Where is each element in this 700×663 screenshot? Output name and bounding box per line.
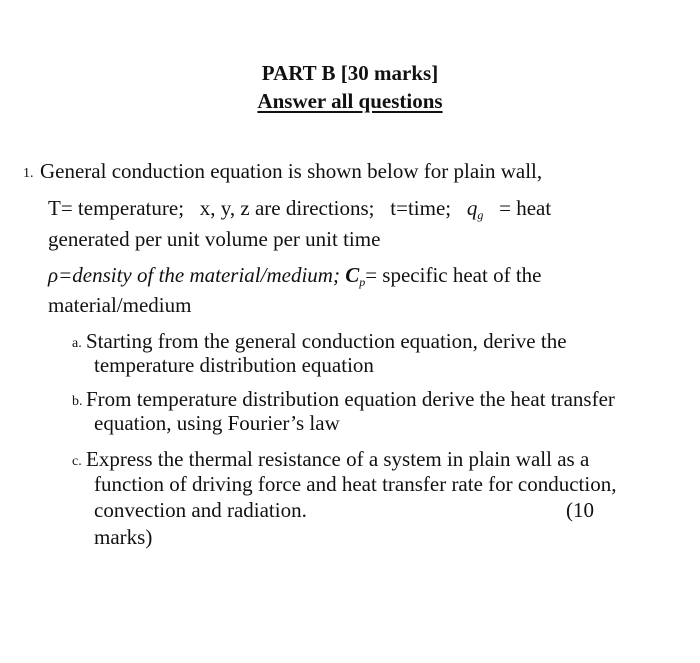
- q-symbol: q: [466, 196, 478, 220]
- part-c-label: c.: [72, 454, 82, 469]
- part-b-label: b.: [72, 394, 83, 409]
- part-c-line-2: function of driving force and heat transfer rate for conduction,: [94, 472, 617, 496]
- part-a-line-2: temperature distribution equation: [94, 353, 374, 377]
- part-c-line-1: Express the thermal resistance of a system in plain wall as a: [86, 447, 590, 471]
- part-a-label: a.: [72, 336, 82, 351]
- part-b-line-2: equation, using Fourier’s law: [94, 411, 340, 435]
- part-b-line-1: From temperature distribution equation derive the heat transfer: [86, 387, 615, 411]
- heat-def: = heat: [499, 196, 552, 220]
- instruction-text: Answer all questions: [257, 89, 443, 113]
- cp-subscript: p: [359, 275, 366, 289]
- question-line-2: [48, 196, 551, 221]
- density-def: ρ=density of the material/medium;: [48, 263, 340, 287]
- question-line-5: material/medium: [48, 293, 192, 317]
- question-line-3: generated per unit volume per unit time: [48, 227, 381, 251]
- cp-symbol: C: [345, 263, 360, 287]
- part-c-line-3: convection and radiation.: [94, 498, 307, 522]
- instruction-heading: [0, 89, 700, 114]
- question-line-4: [48, 263, 541, 288]
- part-a-line-1: Starting from the general conduction equation, derive the: [86, 329, 567, 353]
- question-number: 1.: [23, 166, 34, 181]
- temperature-def: T= temperature;: [48, 196, 185, 220]
- time-def: t=time;: [390, 196, 452, 220]
- directions-def: x, y, z are directions;: [199, 196, 375, 220]
- specific-heat-def: = specific heat of the: [365, 263, 542, 287]
- part-title: PART B [30 marks]: [261, 61, 439, 85]
- q-subscript: g: [477, 208, 484, 222]
- question-line-1: General conduction equation is shown below for plain wall,: [40, 159, 543, 183]
- marks-open: (10: [566, 498, 594, 522]
- marks-close: marks): [94, 525, 153, 549]
